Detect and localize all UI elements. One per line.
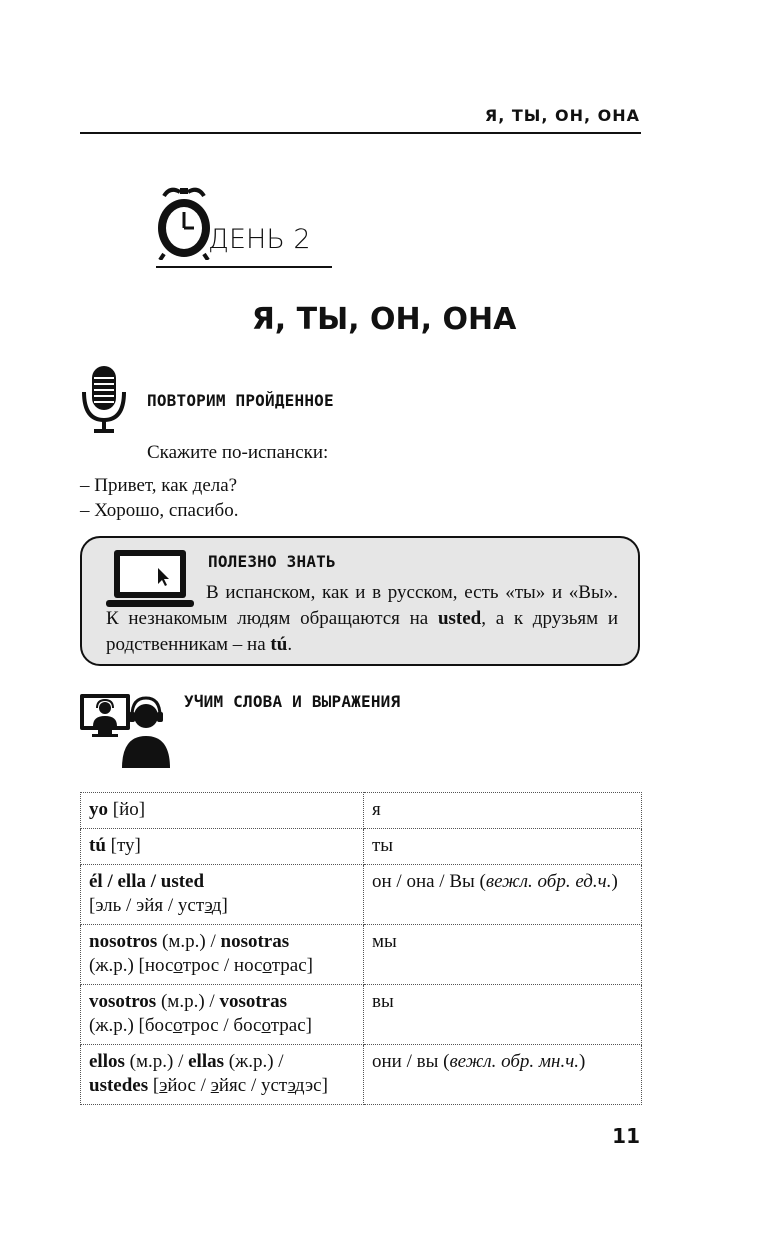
text-run: йяс / уст [218, 1075, 288, 1096]
text-run: (м.р.) / [156, 991, 220, 1012]
review-line-1: – Привет, как дела? [80, 475, 238, 496]
page-number: 11 [612, 1124, 640, 1148]
running-head: Я, ТЫ, ОН, ОНА [484, 106, 640, 125]
vocab-term-cell [81, 865, 364, 925]
text-run: (ж.р.) [нос [89, 955, 174, 976]
text-run: él / ella / usted [89, 871, 205, 892]
text-run: трас] [271, 955, 313, 976]
text-run: ellos [89, 1051, 125, 1072]
text-run: йос / [167, 1075, 211, 1096]
text-run: tú [89, 835, 106, 856]
tip-text-part-1: В испанском, как и в русском, есть «ты» и «Вы». К незнакомым людям обращаются на [106, 582, 618, 629]
vocab-translation-cell [364, 1045, 642, 1105]
lesson-title: Я, ТЫ, ОН, ОНА [251, 302, 517, 337]
vocab-term-cell [81, 829, 364, 865]
table-row [81, 829, 642, 865]
tip-text [106, 580, 618, 658]
text-run: ] [221, 895, 228, 916]
vocab-translation-cell [364, 829, 642, 865]
text-run: о [172, 1015, 183, 1036]
text-run: о [262, 955, 272, 976]
text-run: я [372, 799, 381, 820]
table-row [81, 793, 642, 829]
text-run: э [204, 895, 212, 916]
review-heading: ПОВТОРИМ ПРОЙДЕННОЕ [147, 391, 334, 410]
table-row [81, 1045, 642, 1105]
text-run: (ж.р.) [бос [89, 1015, 173, 1036]
day-label: ДЕНЬ 2 [208, 224, 311, 255]
tip-term-tu: tú [270, 634, 288, 655]
text-run: д [211, 895, 222, 916]
day-title [156, 184, 332, 268]
text-run: о [173, 955, 183, 976]
text-run: yo [89, 799, 108, 820]
text-run: ) [611, 871, 618, 892]
tip-term-usted: usted [437, 608, 482, 629]
text-run: ) [579, 1051, 586, 1072]
vocab-translation-cell [364, 985, 642, 1045]
header-rule [80, 132, 641, 134]
review-prompt: Скажите по-испански: [147, 442, 329, 463]
table-row [81, 985, 642, 1045]
text-run: э [159, 1075, 168, 1096]
vocab-term-cell [81, 1045, 364, 1105]
text-run: трос / бос [182, 1015, 262, 1036]
microphone-icon [80, 364, 128, 434]
text-run: vosotras [219, 991, 287, 1012]
text-run: [эль / эйя / уст [89, 895, 205, 916]
vocab-translation-cell [364, 865, 642, 925]
text-run: (м.р.) / [124, 1051, 189, 1072]
vocab-heading: УЧИМ СЛОВА И ВЫРАЖЕНИЯ [184, 692, 401, 711]
text-run: [ту] [105, 835, 141, 856]
text-run: вежл. обр. мн.ч. [449, 1051, 580, 1072]
vocab-term-cell [81, 985, 364, 1045]
text-run: вы [372, 991, 394, 1012]
vocab-term-cell [81, 793, 364, 829]
text-run: vosotros [89, 991, 157, 1012]
review-line-2: – Хорошо, спасибо. [80, 500, 239, 521]
tip-text-part-3: . [287, 634, 293, 655]
text-run: трас] [270, 1015, 312, 1036]
text-run: nosotros [89, 931, 158, 952]
vocab-translation-cell [364, 925, 642, 985]
text-run: [ [148, 1075, 160, 1096]
text-run: (м.р.) / [157, 931, 221, 952]
text-run: ты [372, 835, 394, 856]
text-run: мы [372, 931, 397, 952]
text-run: nosotras [220, 931, 290, 952]
tip-box [80, 536, 640, 666]
vocab-table [80, 792, 642, 1105]
table-row [81, 865, 642, 925]
vocab-translation-cell [364, 793, 642, 829]
tip-heading: ПОЛЕЗНО ЗНАТЬ [208, 552, 336, 571]
text-run: (ж.р.) / [224, 1051, 284, 1072]
alarm-clock-icon [156, 184, 212, 260]
text-run: дэс] [294, 1075, 328, 1096]
text-run: э [210, 1075, 219, 1096]
vocab-term-cell [81, 925, 364, 985]
table-row [81, 925, 642, 985]
text-run: ustedes [89, 1075, 149, 1096]
text-run: они / вы ( [372, 1051, 450, 1072]
text-run: ellas [188, 1051, 224, 1072]
text-run: о [261, 1015, 271, 1036]
text-run: вежл. обр. ед.ч. [485, 871, 612, 892]
text-run: он / она / Вы ( [372, 871, 486, 892]
text-run: трос / нос [182, 955, 263, 976]
tip-text-part-2: , а к друзьям и родственникам – на [106, 608, 618, 655]
text-run: [йо] [108, 799, 146, 820]
video-call-icon [80, 692, 170, 768]
text-run: э [287, 1075, 295, 1096]
